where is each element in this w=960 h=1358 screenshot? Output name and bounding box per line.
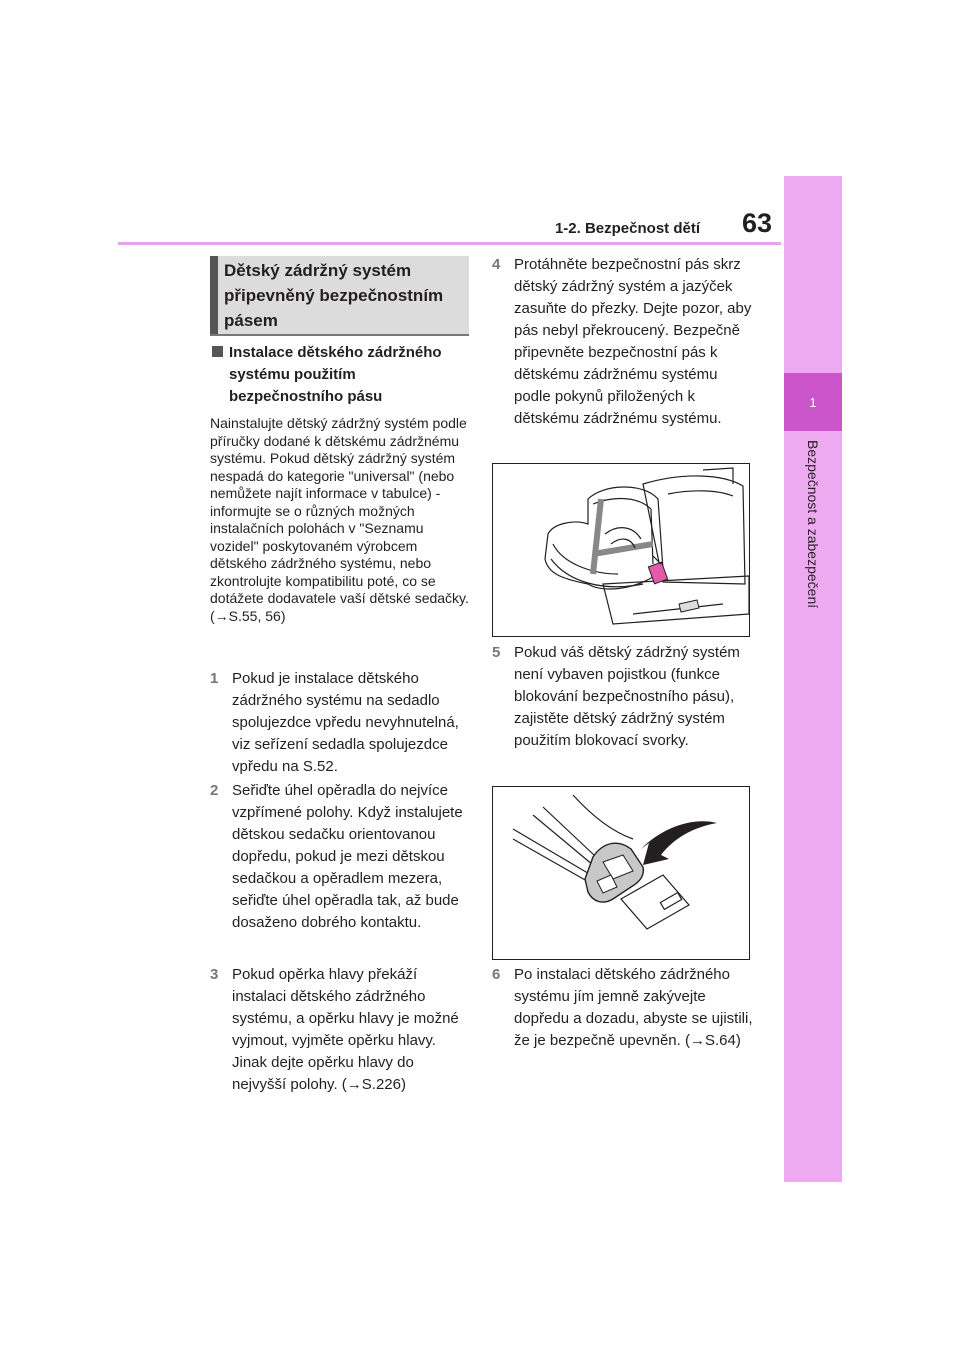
locking-clip-illustration [492, 786, 750, 960]
page-number: 63 [741, 208, 772, 238]
subsection-title: Instalace dětského zádržného systému použitím bezpečnostního pásu [229, 344, 442, 405]
step-number: 2 [210, 782, 219, 799]
step-number: 3 [210, 966, 219, 983]
chapter-side-strip [784, 176, 842, 1182]
chapter-number-tab[interactable] [784, 373, 842, 431]
step-number: 4 [492, 256, 501, 273]
step-number: 1 [210, 670, 219, 687]
section-underline [210, 334, 469, 336]
step-text: Pokud je instalace dětského zádržného systému na sedadlo spolujezdce vpředu nevyhnutelná, viz seřízení sedadla spolujezdce vpředu na S.52. [232, 670, 459, 775]
locking-clip-drawing [493, 787, 749, 959]
section-title: Dětský zádržný systém připevněný bezpečnostním pásem [224, 261, 444, 330]
section-heading-bar [210, 256, 218, 334]
step-2 [210, 780, 470, 934]
header-divider [118, 242, 781, 245]
step-3 [210, 964, 470, 1096]
step-4 [492, 254, 758, 430]
step-text: Seřiďte úhel opěradla do nejvíce vzpřímené polohy. Když instalujete dětskou sedačku orientovanou dopředu, pokud je mezi dětskou sedačkou a opěradlem mezera, seřiďte úhel opěradla tak, až bude dosaženo dobrého kontaktu. [232, 782, 463, 931]
step-number: 5 [492, 644, 501, 661]
child-seat-installation-illustration [492, 463, 750, 637]
step-text: Po instalaci dětského zádržného systému jím jemně zakývejte dopředu a dozadu, abyste se ujistili, že je bezpečně upevněn. (→S.64) [514, 966, 753, 1049]
step-text: Pokud váš dětský zádržný systém není vybaven pojistkou (funkce blokování bezpečnostního pásu), zajistěte dětský zádržný systém použitím blokovací svorky. [514, 644, 740, 749]
child-seat-drawing [493, 464, 749, 636]
step-number: 6 [492, 966, 501, 983]
step-6 [492, 964, 758, 1052]
intro-paragraph: Nainstalujte dětský zádržný systém podle příručky dodané k dětskému zádržnému systému. Pokud dětský zádržný systém nespadá do kategorie "universal" (nebo nemůžete najít informace v tabulce) - informujte se o různých možných instalačních polohách v "Seznamu vozidel" poskytovaném výrobcem dětského zádržného systému, nebo zkontrolujte kompatibilitu poté, co se dotážete dodavatele vaší dětské sedačky. (→S.55, 56) [210, 415, 469, 624]
step-1 [210, 668, 470, 778]
step-text: Pokud opěrka hlavy překáží instalaci dětského zádržného systému, a opěrku hlavy je možné vyjmout, vyjměte opěrku hlavy. Jinak dejte opěrku hlavy do nejvyšší polohy. (→S.226) [232, 966, 459, 1093]
chapter-title-vertical: Bezpečnost a zabezpečení [805, 440, 821, 609]
header-section-title: 1-2. Bezpečnost dětí [554, 220, 700, 237]
step-5 [492, 642, 758, 752]
subsection-bullet-icon [212, 346, 223, 357]
chapter-number: 1 [809, 394, 817, 410]
step-text: Protáhněte bezpečnostní pás skrz dětský zádržný systém a jazýček zasuňte do přezky. Dejte pozor, aby pás nebyl překroucený. Bezpečně připevněte bezpečnostní pás k dětskému zádržnému systému podle pokynů přiložených k dětskému zádržnému systému. [514, 256, 752, 427]
